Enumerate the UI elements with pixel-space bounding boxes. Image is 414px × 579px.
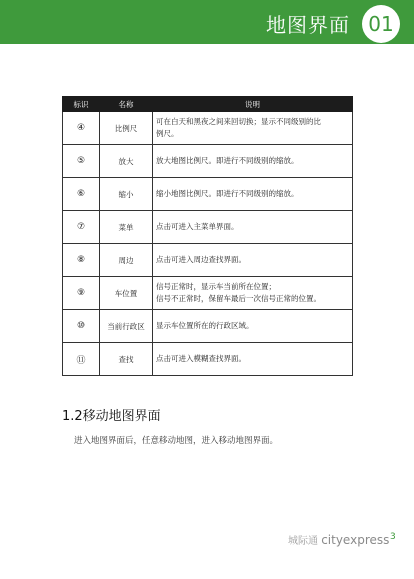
cell-mark: ⑦ bbox=[63, 211, 100, 244]
section-heading: 1.2移动地图界面 bbox=[62, 409, 161, 424]
cell-name: 查找 bbox=[100, 343, 153, 376]
cell-name: 周边 bbox=[100, 244, 153, 277]
cell-mark: ⑥ bbox=[63, 178, 100, 211]
header-band bbox=[0, 0, 414, 44]
cell-mark: ⑩ bbox=[63, 310, 100, 343]
cell-desc bbox=[153, 343, 353, 376]
page-title: 地图界面 bbox=[266, 13, 350, 37]
cell-desc bbox=[153, 112, 353, 145]
chapter-badge: 01 bbox=[362, 5, 400, 43]
table-row bbox=[63, 211, 353, 244]
desc-line: 点击可进入主菜单界面。 bbox=[156, 222, 239, 231]
cell-name: 缩小 bbox=[100, 178, 153, 211]
brand-name-cn: 城际通 bbox=[288, 536, 318, 547]
cell-desc bbox=[153, 211, 353, 244]
cell-desc bbox=[153, 178, 353, 211]
brand-name-en: cityexpress bbox=[321, 533, 390, 547]
cell-desc bbox=[153, 310, 353, 343]
cell-name: 菜单 bbox=[100, 211, 153, 244]
desc-line: 点击可进入模糊查找界面。 bbox=[156, 354, 246, 363]
desc-line: 缩小地图比例尺。即进行不同级别的缩放。 bbox=[156, 189, 299, 198]
cell-desc bbox=[153, 277, 353, 310]
table-row bbox=[63, 277, 353, 310]
table-row bbox=[63, 343, 353, 376]
cell-mark: ⑨ bbox=[63, 277, 100, 310]
table-row bbox=[63, 112, 353, 145]
table-body bbox=[63, 112, 353, 376]
column-header-name: 名称 bbox=[100, 97, 153, 112]
table-header-row bbox=[63, 97, 353, 112]
table-row bbox=[63, 310, 353, 343]
spec-table bbox=[62, 96, 353, 376]
column-header-mark: 标识 bbox=[63, 97, 100, 112]
table-row bbox=[63, 145, 353, 178]
column-header-desc: 说明 bbox=[153, 97, 353, 112]
page-number: 3 bbox=[390, 532, 396, 542]
table-row bbox=[63, 244, 353, 277]
desc-line: 放大地图比例尺。即进行不同级别的缩放。 bbox=[156, 156, 299, 165]
desc-line: 信号正常时，显示车当前所在位置； bbox=[156, 282, 276, 291]
cell-mark: ⑤ bbox=[63, 145, 100, 178]
cell-desc bbox=[153, 244, 353, 277]
cell-mark: ④ bbox=[63, 112, 100, 145]
desc-line: 点击可进入周边查找界面。 bbox=[156, 255, 246, 264]
desc-line: 例尺。 bbox=[156, 129, 179, 138]
table-row bbox=[63, 178, 353, 211]
footer-brand bbox=[288, 532, 389, 547]
cell-mark: ⑧ bbox=[63, 244, 100, 277]
cell-mark: ⑪ bbox=[63, 343, 100, 376]
desc-line: 可在白天和黑夜之间来回切换；显示不同级别的比 bbox=[156, 117, 321, 126]
section-body: 进入地图界面后，任意移动地图，进入移动地图界面。 bbox=[74, 436, 279, 446]
cell-name: 车位置 bbox=[100, 277, 153, 310]
desc-line: 显示车位置所在的行政区域。 bbox=[156, 321, 254, 330]
cell-name: 比例尺 bbox=[100, 112, 153, 145]
cell-name: 放大 bbox=[100, 145, 153, 178]
desc-line: 信号不正常时，保留车最后一次信号正常的位置。 bbox=[156, 294, 321, 303]
cell-desc bbox=[153, 145, 353, 178]
cell-name: 当前行政区 bbox=[100, 310, 153, 343]
